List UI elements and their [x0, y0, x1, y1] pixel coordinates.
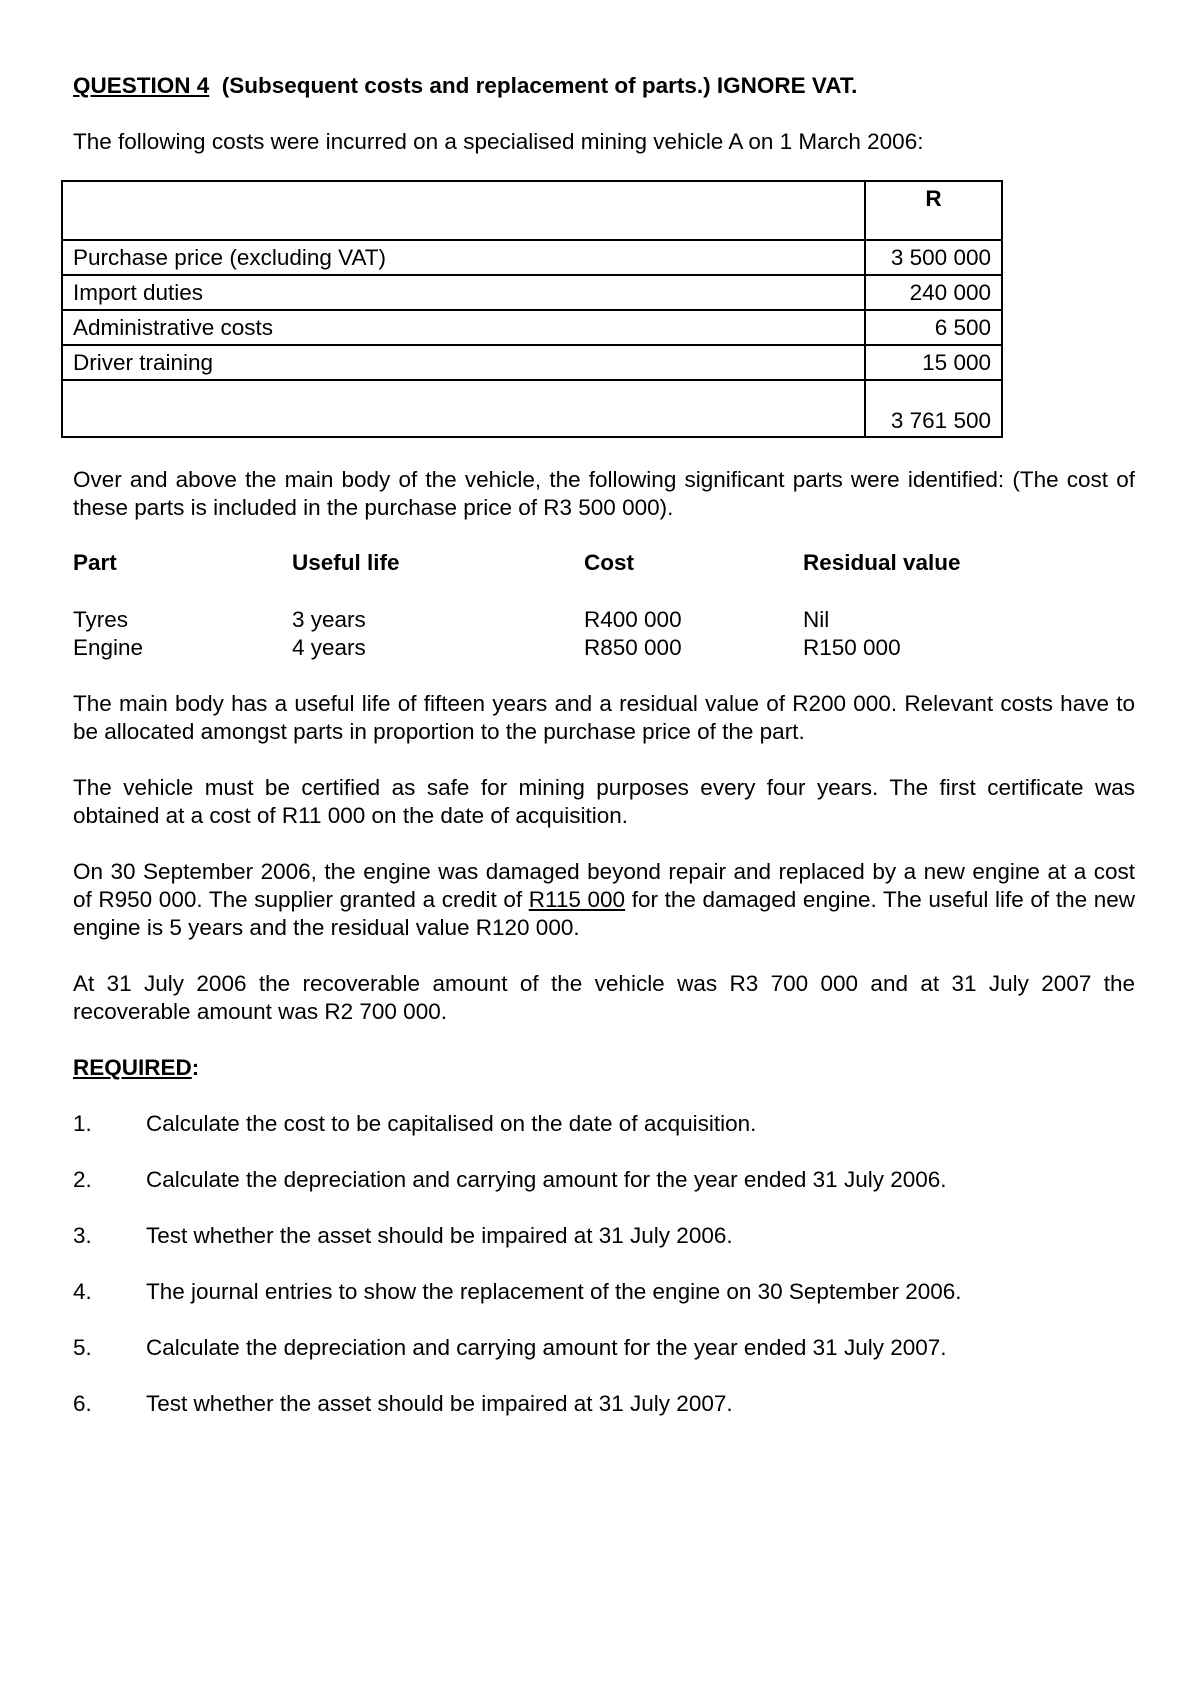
task-item — [73, 1222, 1135, 1250]
cost-table-header-blank — [62, 181, 865, 240]
cost-table-header-row — [62, 181, 1002, 240]
cost-table-row — [62, 345, 1002, 380]
cost-amount: 240 000 — [865, 275, 1002, 310]
part-residual-value: R150 000 — [803, 635, 901, 660]
cost-table-row — [62, 310, 1002, 345]
part-cost: R400 000 — [584, 607, 682, 632]
part-name: Engine — [73, 635, 144, 660]
task-item — [73, 1110, 1135, 1138]
part-cost: R850 000 — [584, 635, 682, 660]
engine-text-after: for the damaged engine. The useful life of the new engine is 5 years and the residual value R120 000. — [73, 887, 1135, 940]
parts-header-part: Part — [73, 550, 117, 575]
parts-header-residual-value: Residual value — [803, 550, 961, 575]
parts-table — [73, 549, 1053, 662]
task-item — [73, 1334, 1135, 1362]
task-list — [73, 1110, 1135, 1418]
parts-table-header — [73, 549, 1053, 577]
document-page — [73, 72, 1135, 1418]
main-body-paragraph: The main body has a useful life of fifteen years and a residual value of R200 000. Relevant costs have to be allocated amongst parts in proportion to the purchase price of the part. — [73, 691, 1135, 744]
cost-table-row — [62, 240, 1002, 275]
parts-table-row — [73, 634, 1053, 662]
cost-amount: 6 500 — [865, 310, 1002, 345]
task-text: Calculate the cost to be capitalised on the date of acquisition. — [146, 1111, 757, 1136]
cost-table-currency-header: R — [865, 181, 1002, 240]
cost-table-total-row — [62, 380, 1002, 437]
task-number: 3. — [73, 1223, 92, 1248]
part-useful-life: 3 years — [292, 607, 366, 632]
question-title: (Subsequent costs and replacement of parts.) IGNORE VAT. — [221, 73, 858, 98]
parts-table-row — [73, 606, 1053, 634]
cost-item: Administrative costs — [62, 310, 865, 345]
required-heading — [73, 1054, 1135, 1082]
task-text: Calculate the depreciation and carrying amount for the year ended 31 July 2006. — [146, 1167, 947, 1192]
cost-item: Purchase price (excluding VAT) — [62, 240, 865, 275]
required-colon: : — [191, 1055, 200, 1080]
cost-total: 3 761 500 — [865, 380, 1002, 437]
question-number: QUESTION 4 — [73, 73, 210, 98]
task-number: 6. — [73, 1391, 92, 1416]
task-number: 2. — [73, 1167, 92, 1192]
task-item — [73, 1390, 1135, 1418]
task-text: Test whether the asset should be impaired at 31 July 2006. — [146, 1223, 733, 1248]
certificate-paragraph: The vehicle must be certified as safe for mining purposes every four years. The first certificate was obtained at a cost of R11 000 on the date of acquisition. — [73, 775, 1135, 828]
cost-item: Driver training — [62, 345, 865, 380]
task-text: Test whether the asset should be impaired at 31 July 2007. — [146, 1391, 733, 1416]
part-name: Tyres — [73, 607, 129, 632]
task-text: The journal entries to show the replacement of the engine on 30 September 2006. — [146, 1279, 962, 1304]
parts-intro-text: Over and above the main body of the vehicle, the following significant parts were identified: (The cost of these parts is included in the purchase price of R3 500 000). — [73, 467, 1135, 520]
cost-table-row — [62, 275, 1002, 310]
intro-text: The following costs were incurred on a specialised mining vehicle A on 1 March 2006: — [73, 129, 924, 154]
task-number: 1. — [73, 1111, 92, 1136]
cost-amount: 3 500 000 — [865, 240, 1002, 275]
engine-replacement-paragraph — [73, 858, 1135, 942]
task-number: 4. — [73, 1279, 92, 1304]
engine-text-before: On 30 September 2006, the engine was damaged beyond repair and replaced by a new engine at a cost of R950 000. The supplier granted a credit of — [73, 859, 1135, 912]
parts-header-useful-life: Useful life — [292, 550, 400, 575]
cost-total-blank — [62, 380, 865, 437]
parts-header-cost: Cost — [584, 550, 634, 575]
task-text: Calculate the depreciation and carrying amount for the year ended 31 July 2007. — [146, 1335, 947, 1360]
required-label: REQUIRED — [73, 1055, 192, 1080]
cost-amount: 15 000 — [865, 345, 1002, 380]
question-heading — [73, 72, 1135, 100]
task-number: 5. — [73, 1335, 92, 1360]
engine-credit-amount: R115 000 — [528, 887, 626, 912]
part-residual-value: Nil — [803, 607, 830, 632]
cost-table — [61, 180, 1003, 438]
recoverable-amount-paragraph: At 31 July 2006 the recoverable amount of the vehicle was R3 700 000 and at 31 July 2007 the recoverable amount was R2 700 000. — [73, 971, 1135, 1024]
task-item — [73, 1166, 1135, 1194]
part-useful-life: 4 years — [292, 635, 366, 660]
task-item — [73, 1278, 1135, 1306]
cost-item: Import duties — [62, 275, 865, 310]
